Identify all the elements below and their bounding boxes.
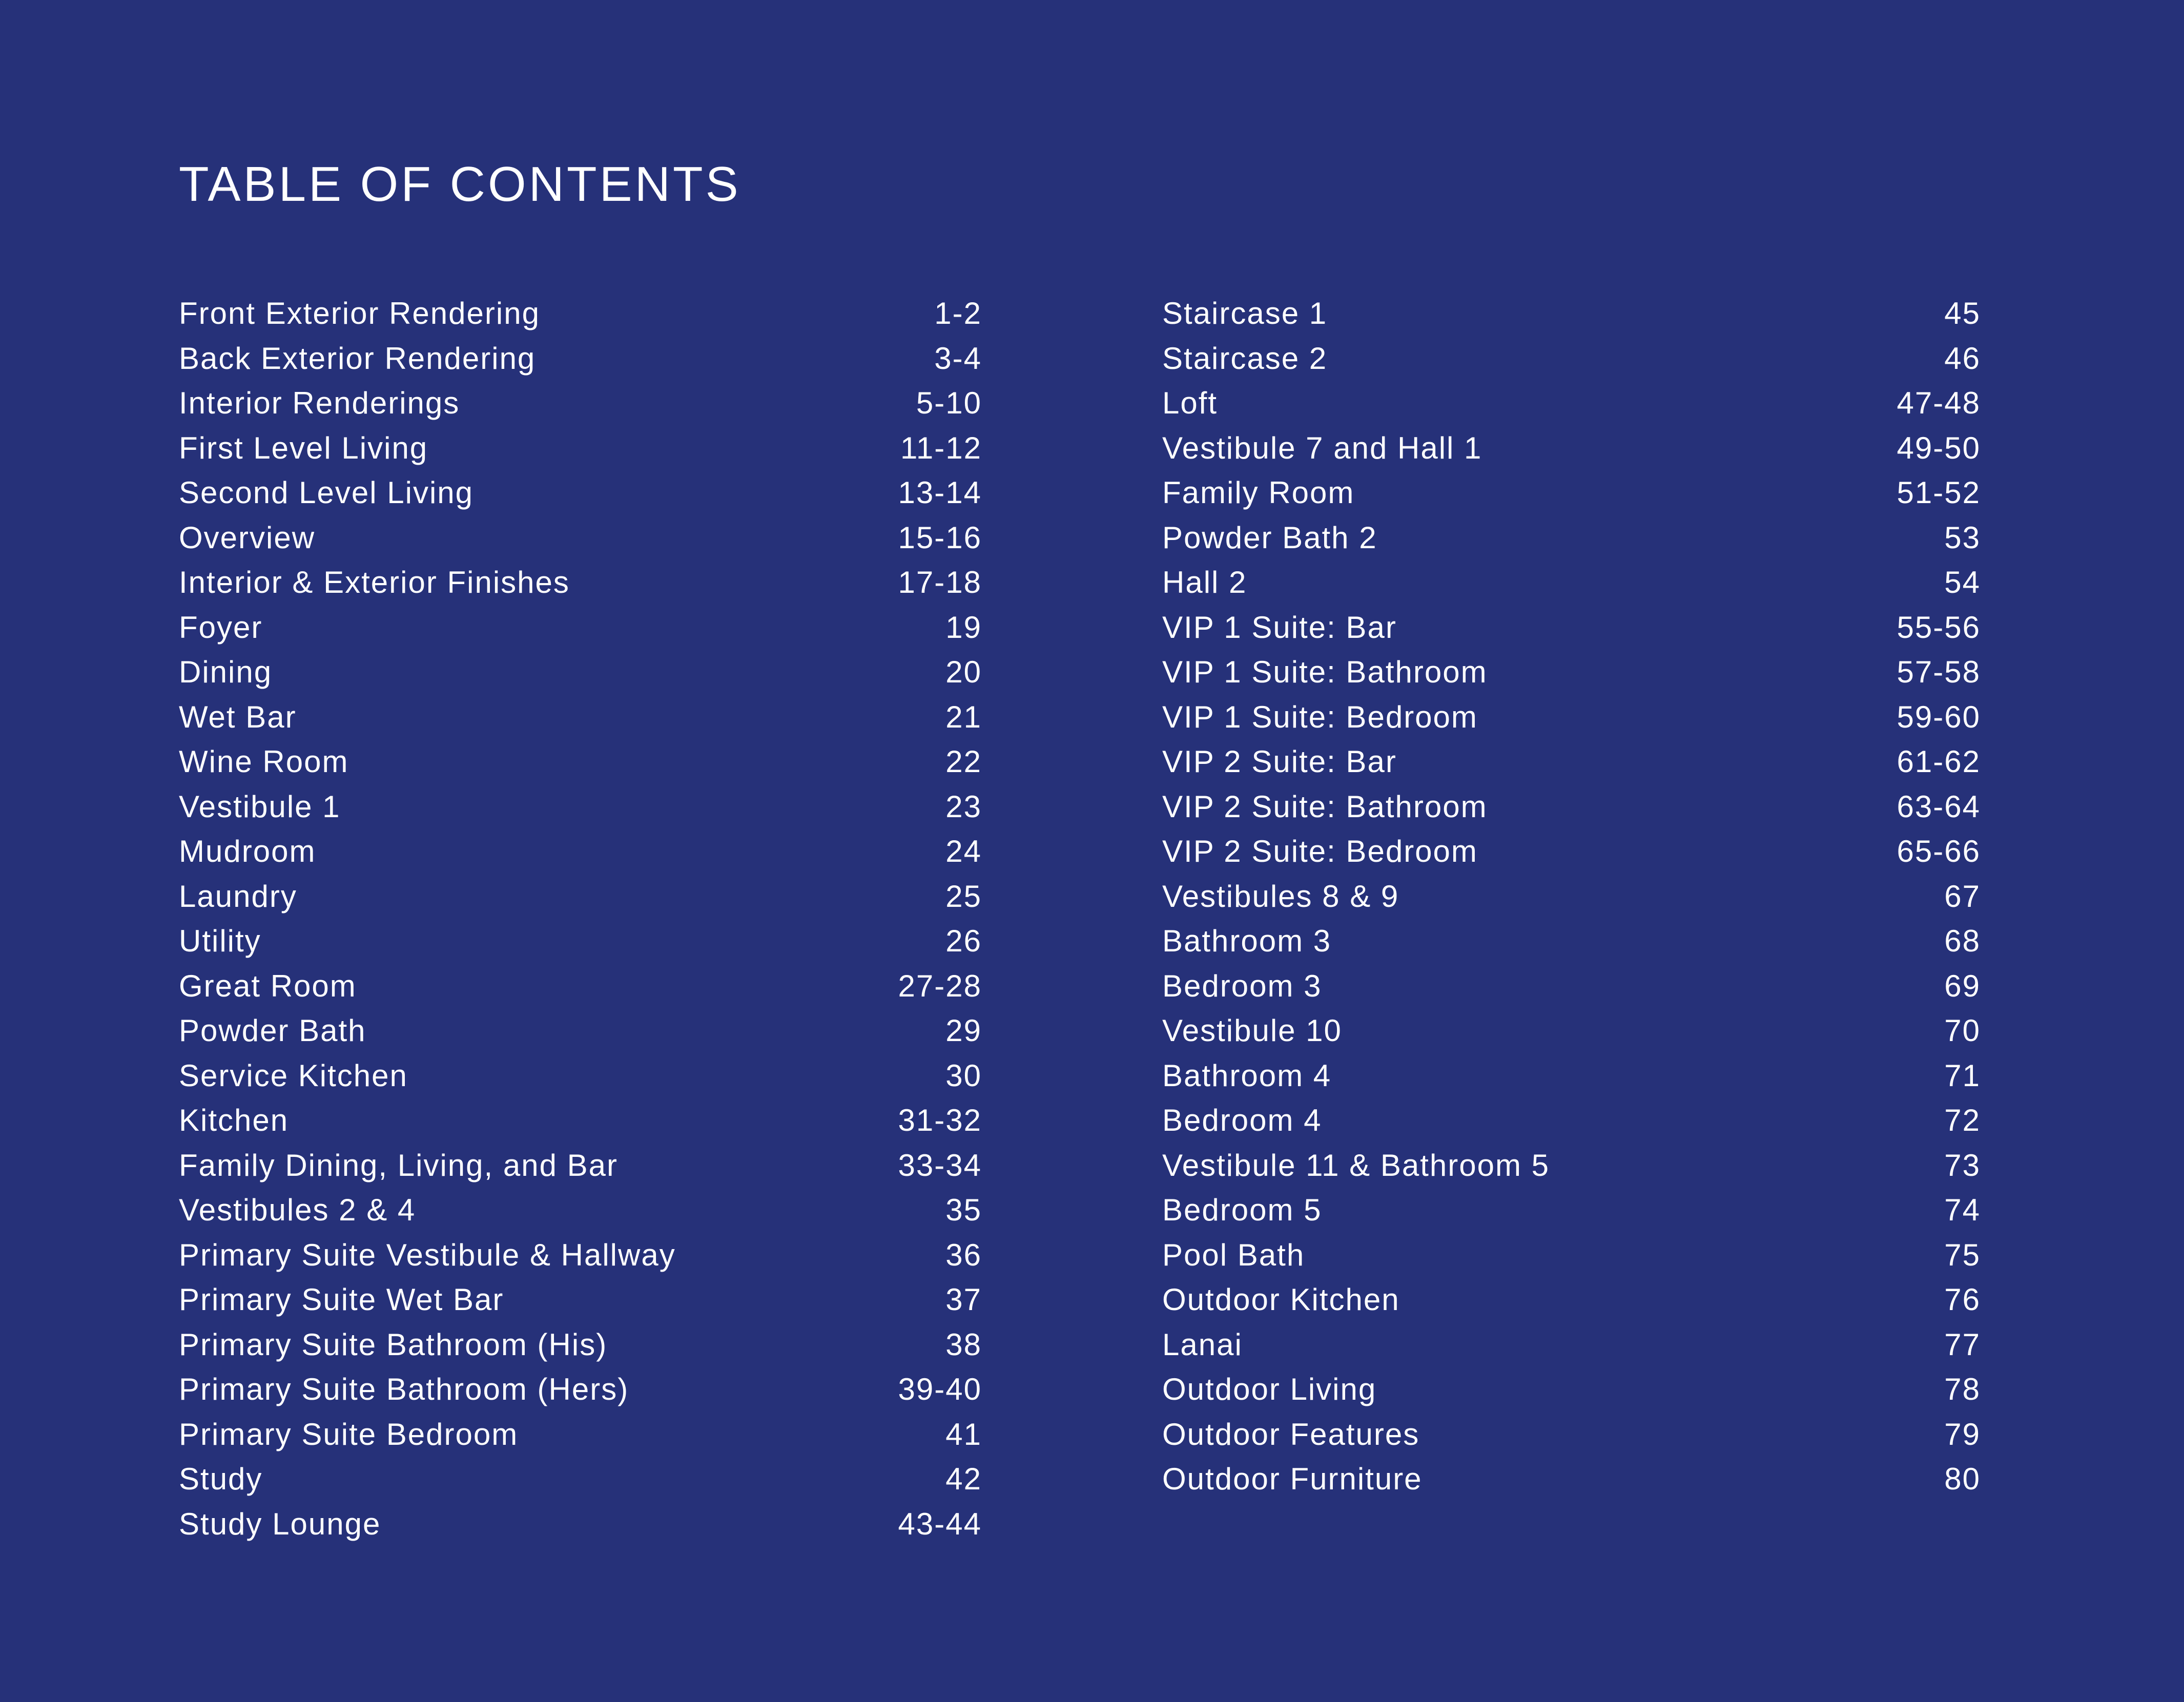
toc-entry	[179, 381, 982, 426]
toc-entry-pages: 67	[1944, 879, 1981, 914]
toc-entry-label: Mudroom	[179, 834, 316, 869]
toc-entry-label: Powder Bath	[179, 1013, 366, 1048]
toc-entry-label: Outdoor Kitchen	[1162, 1282, 1400, 1317]
toc-entry	[179, 1188, 982, 1233]
toc-entry-pages: 68	[1944, 924, 1981, 959]
toc-entry	[179, 336, 982, 381]
toc-entry	[1162, 1322, 1981, 1367]
toc-entry	[179, 739, 982, 784]
toc-entry-label: Wine Room	[179, 744, 349, 779]
toc-entry	[179, 1053, 982, 1098]
toc-entry-pages: 17-18	[898, 565, 982, 600]
toc-entry	[1162, 829, 1981, 874]
toc-entry	[179, 1098, 982, 1143]
toc-entry-pages: 76	[1944, 1282, 1981, 1317]
toc-entry-label: Bathroom 4	[1162, 1058, 1332, 1093]
toc-entry-pages: 22	[945, 744, 982, 779]
toc-entry-label: Staircase 2	[1162, 341, 1328, 376]
toc-entry-pages: 70	[1944, 1013, 1981, 1048]
toc-entry-pages: 65-66	[1897, 834, 1981, 869]
toc-entry-label: Bedroom 4	[1162, 1103, 1322, 1138]
toc-entry	[1162, 1008, 1981, 1053]
toc-entry	[179, 695, 982, 740]
toc-entry-label: Primary Suite Vestibule & Hallway	[179, 1237, 676, 1272]
toc-entry-label: VIP 2 Suite: Bar	[1162, 744, 1397, 779]
toc-entry-label: VIP 1 Suite: Bedroom	[1162, 699, 1478, 734]
toc-entry-pages: 51-52	[1897, 475, 1981, 510]
toc-entry-pages: 33-34	[898, 1148, 982, 1182]
toc-entry	[179, 1143, 982, 1188]
toc-entry-pages: 24	[945, 834, 982, 869]
toc-entry	[1162, 470, 1981, 515]
toc-entry-label: Outdoor Living	[1162, 1372, 1377, 1407]
toc-entry	[179, 515, 982, 561]
toc-entry	[1162, 1412, 1981, 1457]
toc-entry	[1162, 964, 1981, 1009]
toc-entry-label: Bathroom 3	[1162, 924, 1332, 959]
toc-entry	[179, 1322, 982, 1367]
toc-entry	[179, 1457, 982, 1502]
toc-entry-label: Staircase 1	[1162, 296, 1328, 331]
toc-entry-label: Utility	[179, 924, 261, 959]
toc-column-right	[1162, 291, 1981, 1502]
toc-entry-pages: 19	[945, 610, 982, 645]
toc-entry	[1162, 1277, 1981, 1322]
toc-entry	[179, 1008, 982, 1053]
toc-entry	[1162, 1233, 1981, 1278]
toc-entry-pages: 26	[945, 924, 982, 959]
toc-entry-pages: 43-44	[898, 1506, 982, 1541]
toc-entry	[179, 1233, 982, 1278]
toc-entry-label: Study Lounge	[179, 1506, 381, 1541]
toc-entry-label: Vestibules 2 & 4	[179, 1193, 416, 1228]
toc-entry	[1162, 919, 1981, 964]
toc-entry-pages: 31-32	[898, 1103, 982, 1138]
toc-entry-label: Primary Suite Bathroom (Hers)	[179, 1372, 629, 1407]
toc-entry-pages: 54	[1944, 565, 1981, 600]
toc-entry-label: First Level Living	[179, 430, 428, 465]
toc-entry	[1162, 650, 1981, 695]
toc-entry-label: Vestibule 1	[179, 789, 341, 824]
toc-entry-label: Interior & Exterior Finishes	[179, 565, 570, 600]
toc-entry-label: VIP 2 Suite: Bedroom	[1162, 834, 1478, 869]
toc-entry-pages: 1-2	[934, 296, 982, 331]
toc-entry-label: VIP 1 Suite: Bathroom	[1162, 655, 1488, 690]
toc-entry-label: Interior Renderings	[179, 386, 460, 421]
toc-entry-pages: 20	[945, 655, 982, 690]
toc-entry	[179, 426, 982, 471]
toc-entry	[1162, 426, 1981, 471]
toc-entry-label: Primary Suite Bathroom (His)	[179, 1327, 608, 1362]
toc-entry-label: Vestibules 8 & 9	[1162, 879, 1399, 914]
toc-entry-label: Family Room	[1162, 475, 1355, 510]
toc-entry	[1162, 739, 1981, 784]
toc-entry-pages: 72	[1944, 1103, 1981, 1138]
toc-entry-pages: 57-58	[1897, 655, 1981, 690]
toc-entry	[1162, 515, 1981, 561]
toc-entry	[1162, 560, 1981, 605]
toc-entry	[179, 1412, 982, 1457]
toc-entry-pages: 74	[1944, 1193, 1981, 1228]
toc-entry-label: Primary Suite Bedroom	[179, 1417, 519, 1451]
toc-entry	[179, 874, 982, 919]
toc-entry-label: Bedroom 3	[1162, 968, 1322, 1003]
toc-entry-pages: 5-10	[916, 386, 982, 421]
toc-entry	[179, 605, 982, 650]
toc-entry-label: Vestibule 11 & Bathroom 5	[1162, 1148, 1550, 1182]
toc-entry-pages: 69	[1944, 968, 1981, 1003]
toc-entry	[179, 1277, 982, 1322]
toc-entry	[1162, 1098, 1981, 1143]
toc-entry-pages: 21	[945, 699, 982, 734]
toc-entry-label: Great Room	[179, 968, 357, 1003]
toc-entry-pages: 37	[945, 1282, 982, 1317]
toc-entry-label: Pool Bath	[1162, 1237, 1305, 1272]
toc-entry	[1162, 381, 1981, 426]
toc-entry	[1162, 1188, 1981, 1233]
toc-entry-pages: 46	[1944, 341, 1981, 376]
toc-entry	[179, 470, 982, 515]
toc-entry-label: Bedroom 5	[1162, 1193, 1322, 1228]
toc-entry-label: Vestibule 7 and Hall 1	[1162, 430, 1482, 465]
toc-entry	[179, 560, 982, 605]
toc-entry-pages: 79	[1944, 1417, 1981, 1451]
toc-entry-pages: 71	[1944, 1058, 1981, 1093]
toc-entry-pages: 73	[1944, 1148, 1981, 1182]
toc-entry-label: Back Exterior Rendering	[179, 341, 536, 376]
toc-entry	[179, 291, 982, 336]
toc-entry-pages: 23	[945, 789, 982, 824]
toc-entry-label: Dining	[179, 655, 273, 690]
toc-entry-label: Kitchen	[179, 1103, 289, 1138]
toc-entry-pages: 77	[1944, 1327, 1981, 1362]
toc-entry-label: Second Level Living	[179, 475, 474, 510]
toc-entry-label: Service Kitchen	[179, 1058, 408, 1093]
toc-entry	[1162, 784, 1981, 829]
toc-entry-pages: 3-4	[934, 341, 982, 376]
toc-entry-pages: 80	[1944, 1462, 1981, 1497]
toc-entry-pages: 61-62	[1897, 744, 1981, 779]
toc-entry	[179, 829, 982, 874]
toc-entry-pages: 30	[945, 1058, 982, 1093]
toc-entry	[1162, 1053, 1981, 1098]
toc-entry-pages: 75	[1944, 1237, 1981, 1272]
toc-entry	[179, 650, 982, 695]
toc-entry-label: Foyer	[179, 610, 263, 645]
toc-entry-label: Wet Bar	[179, 699, 297, 734]
toc-entry-label: Front Exterior Rendering	[179, 296, 540, 331]
toc-entry	[179, 784, 982, 829]
toc-entry-pages: 63-64	[1897, 789, 1981, 824]
toc-entry-label: Laundry	[179, 879, 297, 914]
toc-entry-pages: 55-56	[1897, 610, 1981, 645]
toc-entry-label: Family Dining, Living, and Bar	[179, 1148, 619, 1182]
toc-entry-pages: 49-50	[1897, 430, 1981, 465]
toc-entry	[179, 1367, 982, 1412]
toc-entry	[179, 919, 982, 964]
toc-entry-pages: 11-12	[900, 430, 982, 465]
toc-entry-label: VIP 1 Suite: Bar	[1162, 610, 1397, 645]
toc-entry-pages: 29	[945, 1013, 982, 1048]
toc-entry-pages: 53	[1944, 520, 1981, 555]
toc-entry-pages: 39-40	[898, 1372, 982, 1407]
toc-entry-pages: 42	[945, 1462, 982, 1497]
toc-entry-pages: 59-60	[1897, 699, 1981, 734]
page-title: TABLE OF CONTENTS	[179, 157, 741, 212]
toc-entry-pages: 45	[1944, 296, 1981, 331]
toc-entry-pages: 13-14	[898, 475, 982, 510]
toc-entry	[1162, 1367, 1981, 1412]
toc-entry	[1162, 695, 1981, 740]
toc-entry-label: Hall 2	[1162, 565, 1247, 600]
toc-entry	[1162, 1457, 1981, 1502]
toc-entry-label: Lanai	[1162, 1327, 1243, 1362]
toc-entry-label: VIP 2 Suite: Bathroom	[1162, 789, 1488, 824]
toc-entry-pages: 15-16	[898, 520, 982, 555]
toc-entry-pages: 38	[945, 1327, 982, 1362]
toc-entry-label: Powder Bath 2	[1162, 520, 1377, 555]
toc-entry-label: Study	[179, 1462, 263, 1497]
toc-entry-pages: 41	[945, 1417, 982, 1451]
toc-entry	[1162, 1143, 1981, 1188]
toc-entry-pages: 25	[945, 879, 982, 914]
toc-entry-label: Overview	[179, 520, 316, 555]
toc-entry-label: Primary Suite Wet Bar	[179, 1282, 504, 1317]
toc-entry-label: Outdoor Features	[1162, 1417, 1420, 1451]
toc-entry	[1162, 605, 1981, 650]
toc-entry-pages: 27-28	[898, 968, 982, 1003]
toc-entry-pages: 35	[945, 1193, 982, 1228]
toc-entry	[179, 964, 982, 1009]
toc-entry	[179, 1502, 982, 1547]
toc-entry	[1162, 291, 1981, 336]
toc-entry-pages: 78	[1944, 1372, 1981, 1407]
toc-entry-pages: 36	[945, 1237, 982, 1272]
toc-entry-label: Vestibule 10	[1162, 1013, 1342, 1048]
toc-column-left	[179, 291, 982, 1546]
toc-entry-label: Loft	[1162, 386, 1218, 421]
toc-entry	[1162, 874, 1981, 919]
toc-entry-pages: 47-48	[1897, 386, 1981, 421]
toc-entry	[1162, 336, 1981, 381]
toc-entry-label: Outdoor Furniture	[1162, 1462, 1423, 1497]
